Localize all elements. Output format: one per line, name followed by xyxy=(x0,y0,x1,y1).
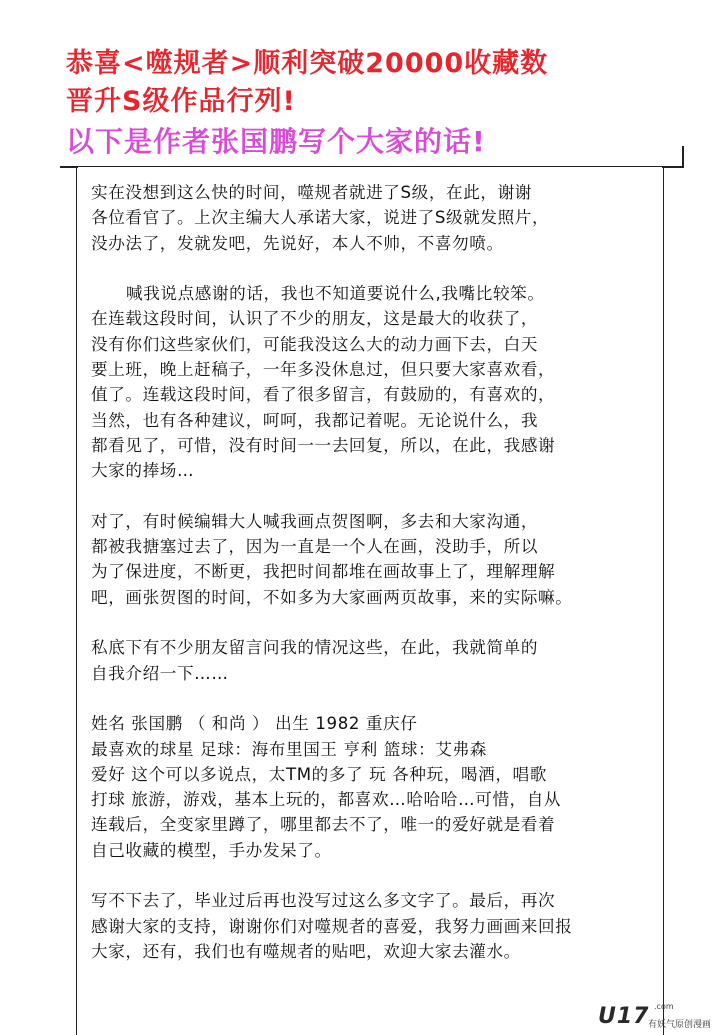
letter-line: 爱好 这个可以多说点，太TM的多了 玩 各种玩，喝酒，唱歌 xyxy=(91,764,547,784)
author-intro-headline: 以下是作者张国鹏写个大家的话! xyxy=(66,125,486,158)
site-watermark xyxy=(598,1004,718,1030)
letter-line: 都被我搪塞过去了，因为一直是一个人在画，没助手，所以 xyxy=(91,537,539,557)
promotion-headline: 晋升S级作品行列! xyxy=(66,86,296,117)
letter-paragraph xyxy=(91,281,661,483)
letter-line: 大家，还有，我们也有噬规者的贴吧，欢迎大家去灌水。 xyxy=(91,941,521,961)
letter-line: 当然，也有各种建议，呵呵，我都记着呢。无论说什么，我 xyxy=(91,410,539,430)
letter-line: 要上班，晚上赶稿子，一年多没休息过，但只要大家喜欢看， xyxy=(91,360,556,380)
letter-line: 最喜欢的球星 足球：海布里国王 亨利 篮球：艾弗森 xyxy=(91,739,487,759)
letter-paragraph xyxy=(91,711,661,863)
letter-paragraph xyxy=(91,635,661,686)
letter-line: 都看见了，可惜，没有时间一一去回复，所以，在此，我感谢 xyxy=(91,435,556,455)
letter-line: 对了，有时候编辑大人喊我画点贺图啊，多去和大家沟通， xyxy=(91,511,539,531)
letter-line: 没有你们这些家伙们，可能我没这么大的动力画下去，白天 xyxy=(91,334,539,354)
letter-line: 值了。连载这段时间，看了很多留言，有鼓励的，有喜欢的， xyxy=(91,385,556,405)
letter-line: 喊我说点感谢的话，我也不知道要说什么,我嘴比较笨。 xyxy=(126,284,545,304)
letter-line: 各位看官了。上次主编大人承诺大家，说进了S级就发照片， xyxy=(91,208,550,228)
watermark-domain: .com xyxy=(654,1002,674,1011)
letter-line: 大家的捧场… xyxy=(91,461,195,481)
panel-corner-line xyxy=(662,166,684,168)
letter-line: 实在没想到这么快的时间，噬规者就进了S级，在此，谢谢 xyxy=(91,183,532,202)
letter-paragraph xyxy=(91,888,661,964)
letter-line: 感谢大家的支持，谢谢你们对噬规者的喜爱，我努力画画来回报 xyxy=(91,916,573,936)
letter-line: 没办法了，发就发吧，先说好，本人不帅，不喜勿喷。 xyxy=(91,233,504,253)
watermark-tagline: 有妖气原创漫画 xyxy=(648,1020,712,1030)
author-letter xyxy=(91,180,661,990)
letter-line: 连载后，全变家里蹲了，哪里都去不了，唯一的爱好就是看着 xyxy=(91,815,556,835)
letter-line: 姓名 张国鹏 （ 和尚 ） 出生 1982 重庆仔 xyxy=(91,714,418,734)
letter-line: 写不下去了，毕业过后再也没写过这么多文字了。最后，再次 xyxy=(91,891,556,911)
watermark-logo: U17 xyxy=(598,1004,650,1029)
letter-line: 打球 旅游，游戏，基本上玩的，都喜欢…哈哈哈…可惜，自从 xyxy=(91,790,562,810)
letter-line: 私底下有不少朋友留言问我的情况这些，在此，我就简单的 xyxy=(91,638,539,658)
letter-line: 自我介绍一下…… xyxy=(91,663,229,683)
letter-paragraph xyxy=(91,509,661,610)
letter-line: 为了保进度，不断更，我把时间都堆在画故事上了，理解理解 xyxy=(91,562,556,582)
letter-line: 在连载这段时间，认识了不少的朋友，这是最大的收获了， xyxy=(91,309,539,329)
letter-line: 吧，画张贺图的时间，不如多为大家画两页故事，来的实际嘛。 xyxy=(91,587,573,607)
panel-corner-line xyxy=(682,146,684,168)
letter-paragraph xyxy=(91,180,661,256)
letter-line: 自己收藏的模型，手办发呆了。 xyxy=(91,840,332,860)
congrats-headline: 恭喜<噬规者>顺利突破20000收藏数 xyxy=(66,48,549,79)
